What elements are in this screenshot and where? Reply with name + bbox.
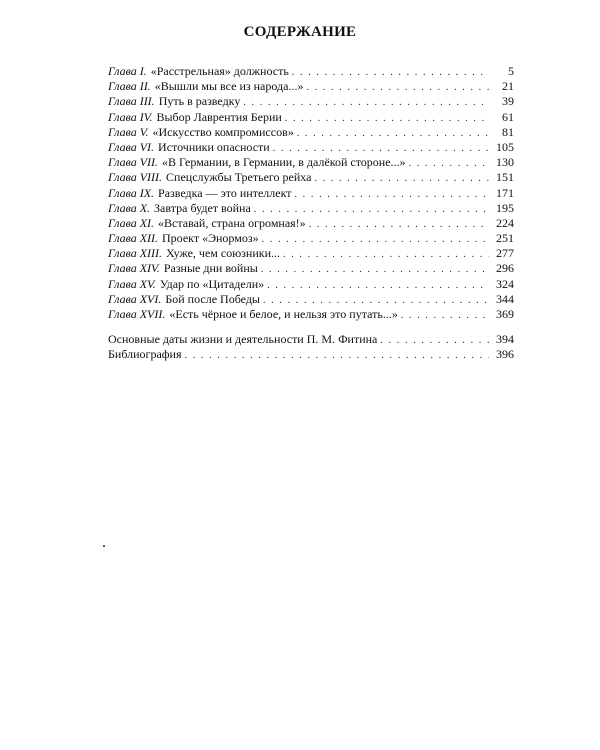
entry-title: Спецслужбы Третьего рейха — [166, 170, 312, 185]
dot-leader — [292, 65, 489, 80]
chapter-label: Глава III. — [108, 94, 155, 109]
chapter-label: Глава IX. — [108, 185, 155, 200]
toc-entry — [108, 94, 514, 109]
page-number: 324 — [496, 276, 514, 291]
entry-title: «Есть чёрное и белое, и нельзя это путать...» — [169, 307, 398, 321]
chapter-label: Глава VI. — [108, 139, 155, 154]
toc-entry — [108, 79, 514, 94]
page-number: 394 — [496, 332, 514, 347]
entry-title: «Вставай, страна огромная!» — [158, 215, 306, 230]
entry-title: Завтра будет война — [154, 200, 251, 215]
page-title: СОДЕРЖАНИЕ — [243, 24, 357, 40]
dot-leader — [262, 232, 489, 247]
entry-title: Проект «Энормоз» — [162, 231, 259, 246]
chapter-label: Глава XIV. — [108, 261, 160, 276]
chapter-label: Глава XV. — [108, 276, 156, 291]
page-number: 171 — [496, 185, 514, 200]
entry-title: Удар по «Цитадели» — [159, 276, 265, 291]
chapter-label: Глава IV. — [108, 109, 153, 124]
dot-leader — [243, 95, 489, 110]
page-number: 277 — [496, 246, 514, 261]
chapter-label: Глава X. — [108, 200, 151, 215]
section-gap — [108, 322, 514, 332]
chapter-label: Глава XII. — [108, 231, 159, 246]
entry-title: Хуже, чем союзники... — [166, 246, 281, 261]
dot-leader — [380, 333, 489, 348]
dot-leader — [267, 278, 489, 293]
page-number: 5 — [508, 64, 514, 78]
dot-leader — [401, 308, 489, 323]
entry-title: Основные даты жизни и деятельности П. М. Фитина — [108, 332, 378, 347]
chapter-label: Глава II. — [108, 79, 151, 94]
entry-title: Библиография — [108, 347, 182, 362]
toc-entry — [108, 155, 514, 170]
chapter-list — [108, 64, 514, 322]
dot-leader — [285, 111, 489, 126]
toc-entry — [108, 231, 514, 246]
page-number: 81 — [502, 124, 514, 139]
toc-entry — [108, 347, 514, 362]
toc-entry — [108, 246, 514, 261]
page-number: 344 — [496, 291, 514, 306]
dot-leader — [185, 348, 490, 363]
entry-title: «Вышли мы все из народа...» — [154, 79, 304, 94]
toc-entry — [108, 216, 514, 231]
toc-entry — [108, 261, 514, 276]
entry-title: Разведка — это интеллект — [158, 185, 292, 200]
toc-entry — [108, 64, 514, 79]
chapter-label: Глава XIII. — [108, 246, 163, 261]
chapter-label: Глава V. — [108, 124, 149, 139]
page-number: 296 — [496, 261, 514, 276]
page-number: 61 — [502, 109, 514, 124]
dot-leader — [283, 247, 489, 262]
dot-leader — [409, 156, 489, 171]
entry-title: «Искусство компромиссов» — [152, 124, 294, 139]
toc-entry — [108, 140, 514, 155]
table-of-contents — [108, 64, 514, 363]
dot-leader — [314, 171, 489, 186]
toc-entry — [108, 201, 514, 216]
page-number: 369 — [496, 307, 514, 321]
page-number: 251 — [496, 231, 514, 246]
chapter-label: Глава VII. — [108, 155, 159, 170]
page-number: 224 — [496, 215, 514, 230]
dot-leader — [263, 293, 489, 308]
toc-entry — [108, 110, 514, 125]
chapter-label: Глава XVI. — [108, 291, 162, 306]
toc-entry — [108, 277, 514, 292]
entry-title: Источники опасности — [158, 139, 270, 154]
chapter-label: Глава XVII. — [108, 307, 166, 321]
dot-leader — [273, 141, 489, 156]
toc-entry — [108, 307, 514, 322]
entry-title: Путь в разведку — [158, 94, 241, 109]
entry-title: «Расстрельная» должность — [150, 64, 289, 78]
dot-leader — [294, 187, 489, 202]
entry-title: Бой после Победы — [165, 291, 260, 306]
page-number: 396 — [496, 347, 514, 362]
entry-title: «В Германии, в Германии, в далёкой стороне...» — [162, 155, 406, 170]
toc-entry — [108, 170, 514, 185]
dot-leader — [254, 202, 489, 217]
entry-title: Выбор Лаврентия Берии — [156, 109, 282, 124]
page-number: 105 — [496, 139, 514, 154]
page-number: 39 — [502, 94, 514, 109]
appendix-list — [108, 332, 514, 362]
page-number: 195 — [496, 200, 514, 215]
chapter-label: Глава XI. — [108, 215, 155, 230]
chapter-label: Глава I. — [108, 64, 147, 78]
dot-leader — [297, 126, 489, 141]
dot-leader — [309, 217, 489, 232]
page-number: 151 — [496, 170, 514, 185]
chapter-label: Глава VIII. — [108, 170, 163, 185]
print-speck — [103, 545, 105, 547]
page-number: 130 — [496, 155, 514, 170]
dot-leader — [306, 80, 489, 95]
toc-entry — [108, 125, 514, 140]
page-number: 21 — [502, 79, 514, 94]
toc-entry — [108, 332, 514, 347]
toc-entry — [108, 186, 514, 201]
dot-leader — [261, 262, 489, 277]
toc-entry — [108, 292, 514, 307]
entry-title: Разные дни войны — [163, 261, 258, 276]
